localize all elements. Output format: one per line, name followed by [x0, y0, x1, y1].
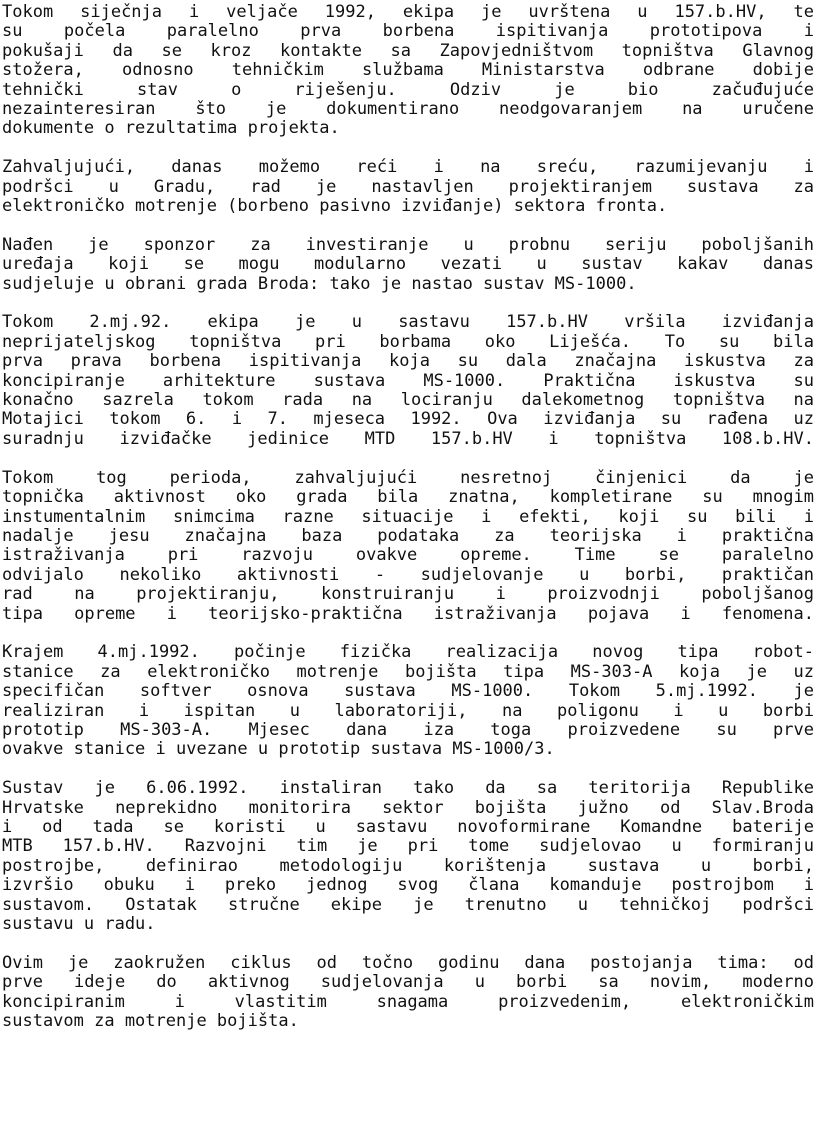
text-line: nezainteresiran što je dokumentirano neodgovaranjem na uručene: [2, 100, 814, 120]
text-line: stožera, odnosno tehničkim službama Ministarstva odbrane dobije: [2, 61, 814, 81]
text-line: podršci u Gradu, rad je nastavljen projektiranjem sustava za: [2, 177, 814, 197]
text-line: Tokom tog perioda, zahvaljujući nesretnoj činjenici da je: [2, 468, 814, 488]
text-line: Motajici tokom 6. i 7. mjeseca 1992. Ova izviđanja su rađena uz: [2, 410, 814, 430]
paragraph-8: [2, 954, 814, 1032]
text-line: Tokom siječnja i veljače 1992, ekipa je uvrštena u 157.b.HV, te: [2, 3, 814, 22]
text-line: sudjeluje u obrani grada Broda: tako je nastao sustav MS-1000.: [2, 274, 637, 294]
text-line: stanice za elektroničko motrenje bojišta tipa MS-303-A koja je uz: [2, 662, 814, 682]
text-line: Ovim je zaokružen ciklus od točno godinu dana postojanja tima: od: [2, 953, 814, 973]
text-line: sustavom za motrenje bojišta.: [2, 1012, 299, 1032]
text-line: Zahvaljujući, danas možemo reći i na sreću, razumijevanju i: [2, 158, 814, 178]
text-line: ovakve stanice i uvezane u prototip sustava MS-1000/3.: [2, 740, 555, 760]
text-line: nadalje jesu značajna baza podataka za teorijska i praktična: [2, 526, 814, 546]
text-line: rad na projektiranju, konstruiranju i proizvodnji poboljšanog: [2, 585, 814, 605]
text-line: istraživanja pri razvoju ovakve opreme. Time se paralelno: [2, 546, 814, 566]
text-line: postrojbe, definirao metodologiju korištenja sustava u borbi,: [2, 856, 814, 876]
text-line: pokušaji da se kroz kontakte sa Zapovjedništvom topništva Glavnog: [2, 41, 814, 61]
paragraph-1: [2, 3, 814, 139]
text-line: i od tada se koristi u sastavu novoformirane Komandne baterije: [2, 817, 814, 837]
text-line: tipa opreme i teorijsko-praktična istraživanja pojava i fenomena.: [2, 604, 814, 624]
text-line: dokumente o rezultatima projekta.: [2, 119, 340, 139]
text-line: sustavu u radu.: [2, 915, 156, 934]
text-line: koncipiranje arhitekture sustava MS-1000. Praktična iskustva su: [2, 371, 814, 391]
text-line: suradnju izviđačke jedinice MTD 157.b.HV i topništva 108.b.HV.: [2, 429, 814, 449]
text-line: neprijateljskog topništva pri borbama oko Liješća. To su bila: [2, 332, 814, 352]
text-line: MTB 157.b.HV. Razvojni tim je pri tome sudjelovao u formiranju: [2, 837, 814, 857]
text-line: izvršio obuku i preko jednog svog člana komanduje postrojbom i: [2, 876, 814, 896]
text-line: prve ideje do aktivnog sudjelovanja u borbi sa novim, moderno: [2, 973, 814, 993]
text-line: su počela paralelno prva borbena ispitivanja prototipova i: [2, 22, 814, 42]
text-line: realiziran i ispitan u laboratoriji, na poligonu i u borbi: [2, 701, 814, 721]
text-line: uređaja koji se mogu modularno vezati u sustav kakav danas: [2, 255, 814, 275]
text-line: sustavom. Ostatak stručne ekipe je trenutno u tehničkoj podršci: [2, 895, 814, 915]
text-line: konačno sazrela tokom rada na lociranju dalekometnog topništva na: [2, 391, 814, 411]
text-line: Krajem 4.mj.1992. počinje fizička realizacija novog tipa robot-: [2, 643, 814, 663]
text-line: elektroničko motrenje (borbeno pasivno izviđanje) sektora fronta.: [2, 197, 668, 217]
text-line: Sustav je 6.06.1992. instaliran tako da sa teritorija Republike: [2, 779, 814, 799]
paragraph-2: [2, 158, 814, 216]
text-line: Nađen je sponzor za investiranje u probnu seriju poboljšanih: [2, 235, 814, 255]
paragraph-7: [2, 779, 814, 934]
paragraph-6: [2, 643, 814, 759]
paragraph-4: [2, 313, 814, 449]
text-line: specifičan softver osnova sustava MS-1000. Tokom 5.mj.1992. je: [2, 682, 814, 702]
text-line: Tokom 2.mj.92. ekipa je u sastavu 157.b.HV vršila izviđanja: [2, 313, 814, 333]
paragraph-3: [2, 236, 814, 294]
paragraph-5: [2, 469, 814, 624]
text-line: odvijalo nekoliko aktivnosti - sudjelovanje u borbi, praktičan: [2, 565, 814, 585]
text-line: instumentalnim snimcima razne situacije i efekti, koji su bili i: [2, 507, 814, 527]
text-line: tehnički stav o riješenju. Odziv je bio začuđujuće: [2, 80, 814, 100]
text-line: prototip MS-303-A. Mjesec dana iza toga proizvedene su prve: [2, 720, 814, 740]
text-line: Hrvatske neprekidno monitorira sektor bojišta južno od Slav.Broda: [2, 798, 814, 818]
text-line: topnička aktivnost oko grada bila znatna, kompletirane su mnogim: [2, 488, 814, 508]
text-line: prva prava borbena ispitivanja koja su dala značajna iskustva za: [2, 352, 814, 372]
text-line: koncipiranim i vlastitim snagama proizvedenim, elektroničkim: [2, 992, 814, 1012]
